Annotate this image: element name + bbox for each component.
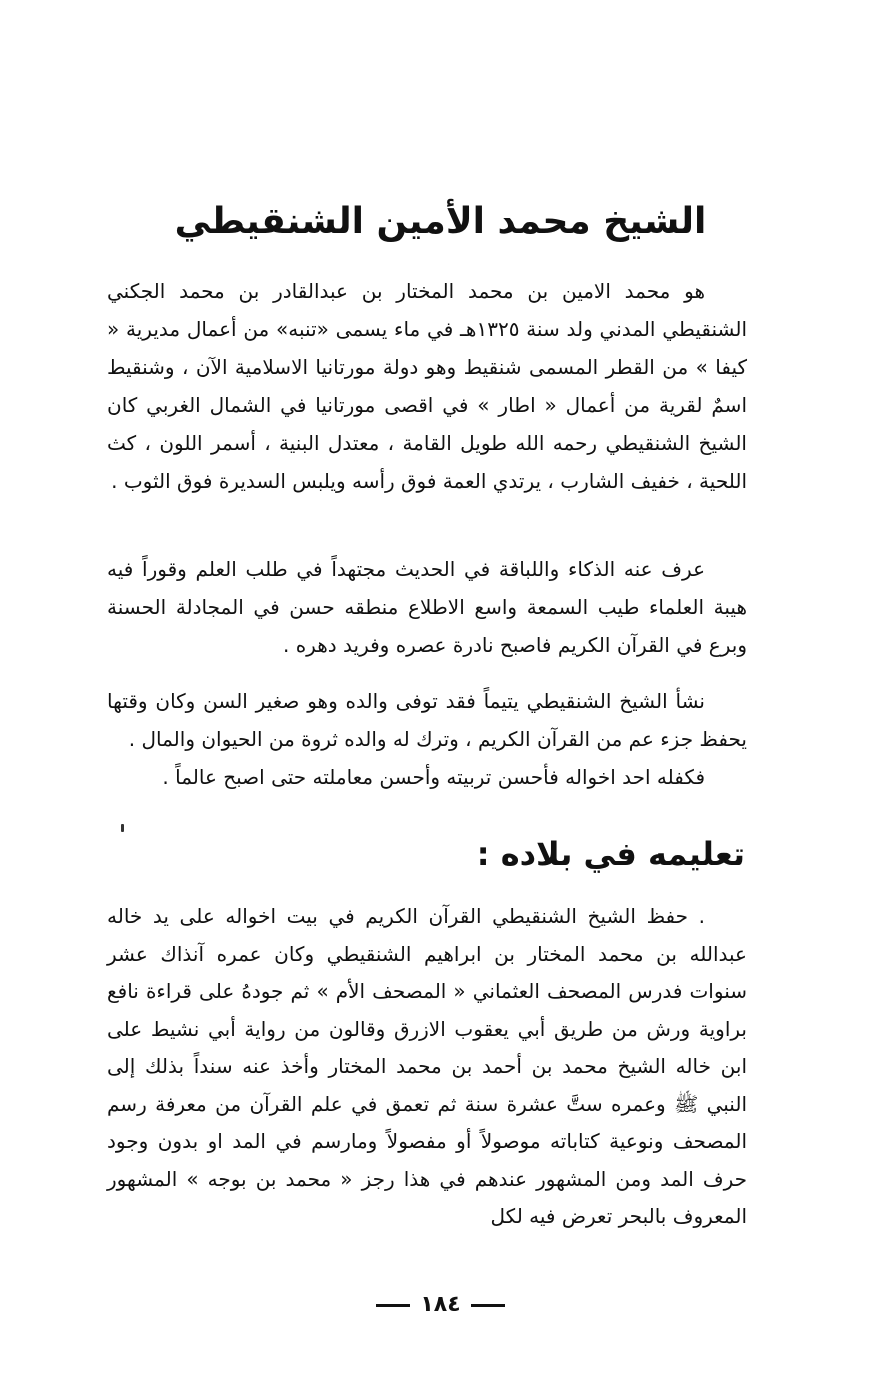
page-number-value: ١٨٤ (420, 1292, 461, 1317)
paragraph-character: عرف عنه الذكاء واللباقة في الحديث مجتهداً في طلب العلم وقوراً فيه هيبة العلماء طيب السمعة واسع الاطلاع منطقه حسن في المجادلة الحسنة وبرع في القرآن الكريم فاصبح نادرة عصره وفريد دهره . (107, 557, 747, 657)
stray-ink-mark (121, 824, 124, 832)
paragraph-biography: هو محمد الامين بن محمد المختار بن عبدالقادر بن محمد الجكني الشنقيطي المدني ولد سنة ١٣٢٥هـ في ماء يسمى «تنبه» من أعمال مديرية « كيفا » من القطر المسمى شنقيط وهو دولة مورتانيا الاسلامية الآن ، وشنقيط اسمٌ لقرية من أعمال « اطار » في اقصى مورتانيا في الشمال الغربي كان الشيخ الشنقيطي رحمه الله طويل القامة ، معتدل البنية ، أسمر اللون ، كث اللحية ، خفيف الشارب ، يرتدي العمة فوق رأسه ويلبس السديرة فوق الثوب . (107, 279, 747, 493)
paragraph-upbringing-part-2: فكفله احد اخواله فأحسن تربيته وأحسن معاملته حتى اصبح عالماً . (162, 765, 705, 789)
paragraph-upbringing-part-1: نشأ الشيخ الشنقيطي يتيماً فقد توفى والده وهو صغير السن وكان وقتها يحفظ جزء عم من القرآن الكريم ، وترك له والده ثروة من الحيوان والمال . (107, 689, 747, 751)
page-title: الشيخ محمد الأمين الشنقيطي (174, 201, 707, 242)
dash-right (471, 1304, 505, 1307)
paragraph-education: . حفظ الشيخ الشنقيطي القرآن الكريم في بيت اخواله على يد خاله عبدالله بن محمد المختار بن ابراهيم الشنقيطي وكان عمره آنذاك عشر سنوات فدرس المصحف العثماني « المصحف الأم » ثم جودهُ على قراءة نافع براوية ورش من طريق أبي يعقوب الازرق وقالون من رواية أبي نشيط على ابن خاله الشيخ محمد بن أحمد بن محمد المختار وأخذ عنه سنداً بذلك إلى النبي ﷺ وعمره ستَّ عشرة سنة ثم تعمق في علم القرآن من معرفة رسم المصحف ونوعية كتاباته موصولاً أو مفصولاً ومارسم في المد او بدون وجود حرف المد ومن المشهور عندهم في هذا رجز « محمد بن بوجه » المشهور المعروف بالبحر تعرض فيه لكل (107, 904, 747, 1228)
paragraph-upbringing (107, 682, 747, 796)
section-heading-education: تعليمه في بلاده : (476, 835, 745, 873)
dash-left (376, 1304, 410, 1307)
page-number (0, 1288, 881, 1322)
